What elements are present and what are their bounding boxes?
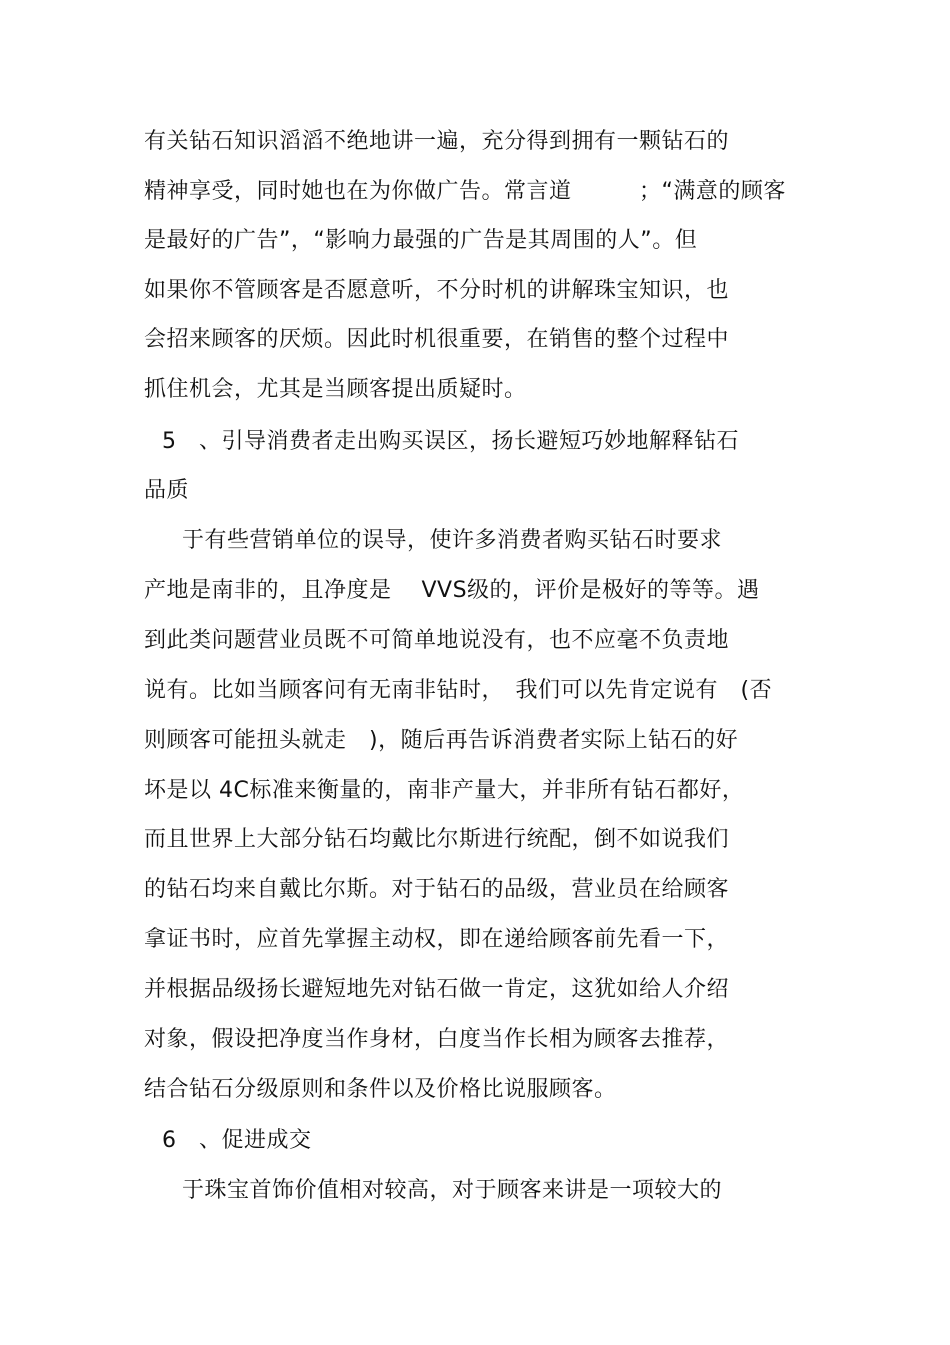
- text-line: 说有。比如当顾客问有无南非钻时， 我们可以先肯定说有 (否: [144, 678, 773, 703]
- text-line: 结合钻石分级原则和条件以及价格比说服顾客。: [144, 1077, 617, 1102]
- text-line: 的钻石均来自戴比尔斯。对于钻石的品级，营业员在给顾客: [144, 877, 730, 902]
- text-line: 坏是以 4C标准来衡量的，南非产量大，并非所有钻石都好，: [144, 778, 745, 803]
- text-line: 到此类问题营业员既不可简单地说没有，也不应毫不负责地: [144, 628, 730, 653]
- paragraph-first-line: 于有些营销单位的误导，使许多消费者购买钻石时要求: [182, 528, 723, 553]
- text-line: 则顾客可能扭头就走 )，随后再告诉消费者实际上钻石的好: [144, 728, 739, 753]
- text-line: 是最好的广告”，“影响力最强的广告是其周围的人”。但: [144, 228, 698, 253]
- text-line: 会招来顾客的厌烦。因此时机很重要，在销售的整个过程中: [144, 327, 730, 352]
- text-line: 抓住机会，尤其是当顾客提出质疑时。: [144, 377, 527, 402]
- text-line: 并根据品级扬长避短地先对钻石做一肯定，这犹如给人介绍: [144, 977, 730, 1002]
- text-line: 对象，假设把净度当作身材，白度当作长相为顾客去推荐，: [144, 1027, 730, 1052]
- text-line: 精神享受，同时她也在为你做广告。常言道 ；“满意的顾客: [144, 179, 786, 204]
- section-heading-continuation: 品质: [144, 478, 190, 503]
- paragraph-first-line: 于珠宝首饰价值相对较高，对于顾客来讲是一项较大的: [182, 1178, 723, 1203]
- section-heading: 5 、引导消费者走出购买误区，扬长避短巧妙地解释钻石: [162, 429, 739, 454]
- text-line: 拿证书时，应首先掌握主动权，即在递给顾客前先看一下，: [144, 927, 730, 952]
- section-heading: 6 、促进成交: [162, 1128, 312, 1153]
- text-line: 而且世界上大部分钻石均戴比尔斯进行统配，倒不如说我们: [144, 827, 730, 852]
- text-line: 产地是南非的，且净度是 VVS级的，评价是极好的等等。遇: [144, 578, 760, 603]
- text-line: 如果你不管顾客是否愿意听，不分时机的讲解珠宝知识，也: [144, 278, 730, 303]
- text-line: 有关钻石知识滔滔不绝地讲一遍，充分得到拥有一颗钻石的: [144, 129, 730, 154]
